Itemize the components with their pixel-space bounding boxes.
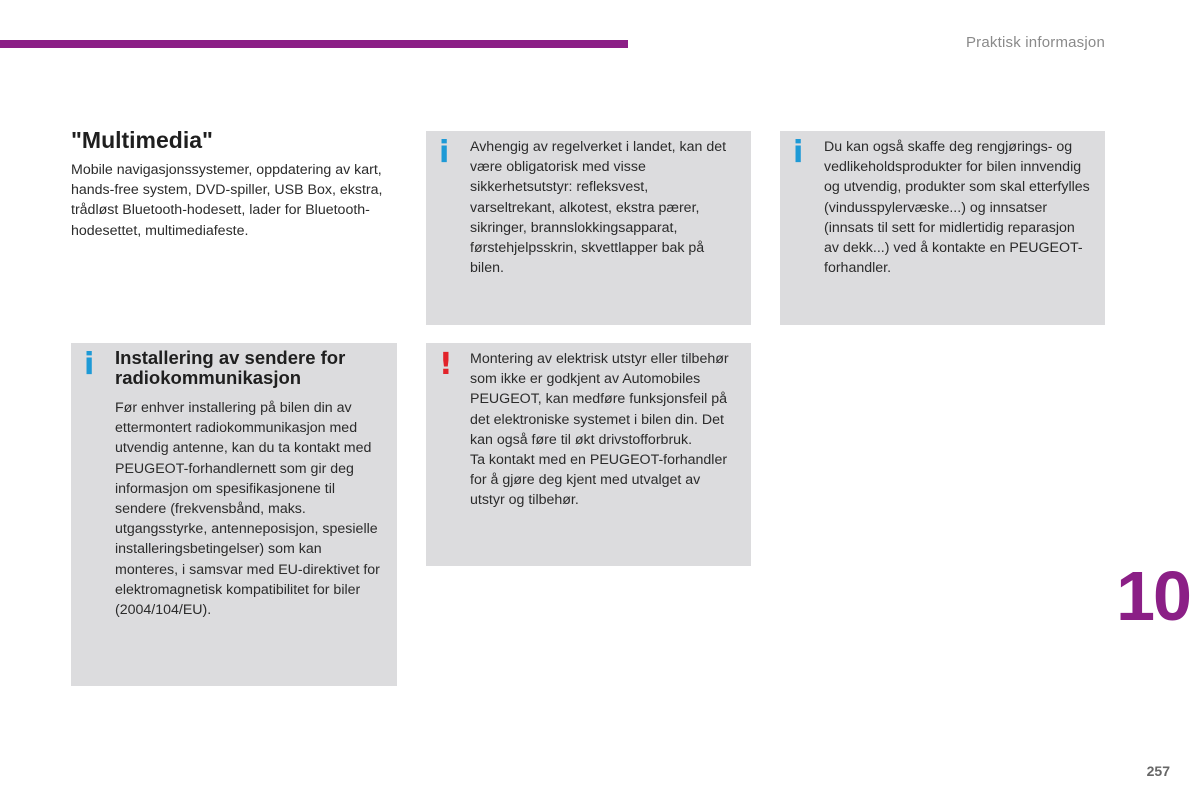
info-icon: i bbox=[439, 135, 450, 170]
page-number: 257 bbox=[1146, 763, 1170, 779]
info-box-regulations-text: Avhengig av regelverket i landet, kan det være obligatorisk med visse sikkerhetsutstyr: refleksvest, varseltrekant, alkotest, ekstra pærer, sikringer, brannslokkingsapparat, førstehjelpsskrin, skvettlapper bak på bilen. bbox=[470, 139, 727, 277]
info-box-cleaning bbox=[780, 131, 1105, 325]
warning-box-electrical bbox=[426, 343, 751, 566]
info-icon: i bbox=[793, 135, 804, 170]
info-icon: i bbox=[84, 347, 95, 382]
chapter-number: 10 bbox=[1116, 557, 1190, 635]
info-box-radio bbox=[71, 343, 397, 686]
section-title: Praktisk informasjon bbox=[965, 34, 1105, 51]
multimedia-text: Mobile navigasjonssystemer, oppdatering av kart, hands-free system, DVD-spiller, USB Box, ekstra, trådløst Bluetooth-hodesett, lader for Bluetooth-hodesettet, multimediafeste. bbox=[71, 162, 383, 239]
multimedia-heading: "Multimedia" bbox=[71, 127, 213, 153]
info-box-radio-text: Før enhver installering på bilen din av ettermontert radiokommunikasjon med utvendig antenne, kan du ta kontakt med PEUGEOT-forhandlernett som gir deg informasjon om spesifikasjonene til sendere (frekvensbånd, maks. utgangsstyrke, antenneposisjon, spesielle installeringsbetingelser) som kan monteres, i samsvar med EU-direktivet for elektromagnetisk kompatibilitet for biler (2004/104/EU). bbox=[115, 400, 380, 619]
info-box-regulations bbox=[426, 131, 751, 325]
info-box-cleaning-text: Du kan også skaffe deg rengjørings- og vedlikeholdsprodukter for bilen innvendig og utvendig, produkter som skal etterfylles (vindusspylervæske...) og innsatser (innsats til sett for midlertidig reparasjon av dekk...) ved å kontakte en PEUGEOT-forhandler. bbox=[824, 139, 1090, 277]
warning-box-electrical-text: Montering av elektrisk utstyr eller tilbehør som ikke er godkjent av Automobiles PEUGEOT, kan medføre funksjonsfeil på det elektroniske systemet i bilen din. Det kan også føre til økt drivstofforbruk. Ta kontakt med en PEUGEOT-forhandler for å gjøre deg kjent med utvalget av utstyr og tilbehør. bbox=[470, 351, 729, 509]
header-accent-bar bbox=[0, 40, 628, 48]
info-box-radio-heading: Installering av sendere for radiokommunikasjon bbox=[115, 347, 346, 388]
warning-icon: ! bbox=[439, 347, 453, 382]
